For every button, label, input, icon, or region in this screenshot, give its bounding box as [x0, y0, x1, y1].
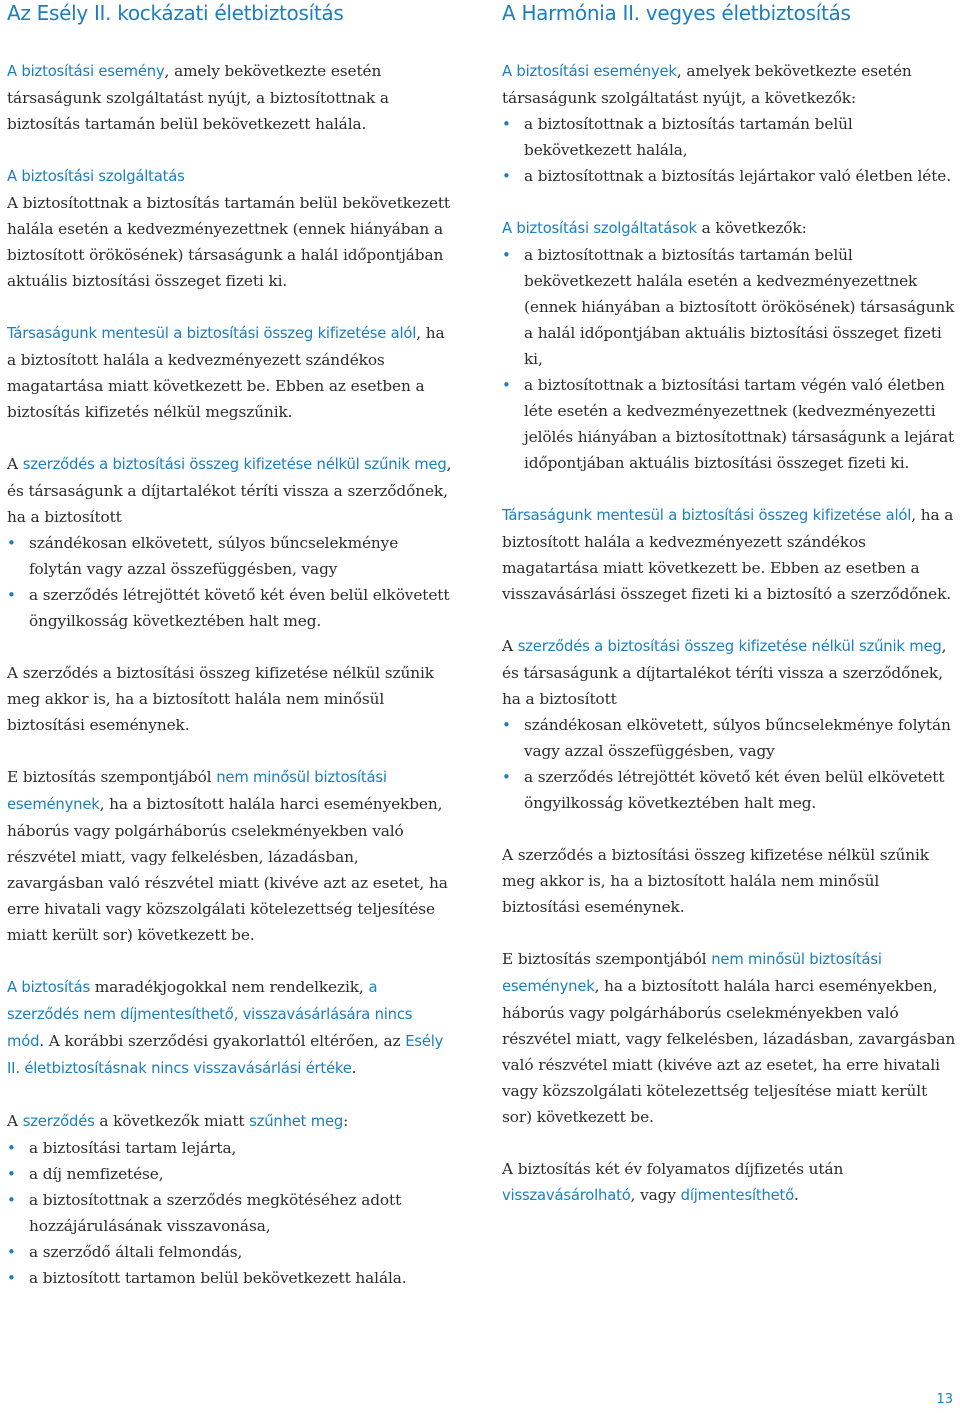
- list-item: • a biztosított tartamon belül bekövetkezett halála.: [7, 1265, 452, 1291]
- list-item: • a szerződés létrejöttét követő két éven belül elkövetett öngyilkosság következtében halt meg.: [502, 764, 957, 816]
- paragraph: A biztosítási esemény, amely bekövetkezte esetén társaságunk szolgáltatást nyújt, a biztosítottnak a biztosítás tartamán belül bekövetkezett halála.: [7, 62, 389, 133]
- list-item: • szándékosan elkövetett, súlyos bűncselekménye folytán vagy azzal összefüggésben, vagy: [7, 530, 452, 582]
- bullet-list: [7, 1135, 452, 1291]
- left-column: [7, 0, 452, 1317]
- bullet-list: [502, 712, 957, 816]
- list-item: • a biztosítási tartam lejárta,: [7, 1135, 452, 1161]
- bullet-list: [7, 530, 452, 634]
- list-item: • a biztosítottnak a biztosítás lejártakor való életben léte.: [502, 163, 957, 189]
- paragraph: Társaságunk mentesül a biztosítási összeg kifizetése alól, ha a biztosított halála a kedvezményezett szándékos magatartása miatt következett be. Ebben az esetben a visszavásárlási összeget fizeti ki a biztosító a szerződőnek.: [502, 506, 954, 603]
- paragraph: A biztosítás két év folyamatos díjfizetés után visszavásárolható, vagy díjmentesíthető.: [502, 1160, 844, 1204]
- list-item: • a biztosítottnak a biztosítási tartam végén való életben léte esetén a kedvezményezettnek (kedvezményezetti jelölés hiányában a biztosítottnak) társaságunk a lejárat időpontjában aktuális biztosítási összeget fizeti ki.: [502, 372, 957, 476]
- paragraph: A szerződés a következők miatt szűnhet meg:: [7, 1112, 349, 1130]
- list-item: • a szerződő általi felmondás,: [7, 1239, 452, 1265]
- right-column-title: A Harmónia II. vegyes életbiztosítás: [502, 1, 851, 25]
- list-item: • a biztosítottnak a biztosítás tartamán belül bekövetkezett halála,: [502, 111, 957, 163]
- list-item: • a szerződés létrejöttét követő két éven belül elkövetett öngyilkosság következtében halt meg.: [7, 582, 452, 634]
- paragraph: A szerződés a biztosítási összeg kifizetése nélkül szűnik meg, és társaságunk a díjtartalékot téríti vissza a szerződőnek, ha a biztosított: [7, 455, 452, 526]
- list-item: • szándékosan elkövetett, súlyos bűncselekménye folytán vagy azzal összefüggésben, vagy: [502, 712, 957, 764]
- paragraph: A szerződés a biztosítási összeg kifizetése nélkül szűnik meg, és társaságunk a díjtartalékot téríti vissza a szerződőnek, ha a biztosított: [502, 637, 947, 708]
- paragraph: A szerződés a biztosítási összeg kifizetése nélkül szűnik meg akkor is, ha a biztosított halála nem minősül biztosítási eseménynek.: [7, 664, 434, 734]
- paragraph: E biztosítás szempontjából nem minősül biztosítási eseménynek, ha a biztosított halála harci eseményekben, háborús vagy polgárháborús cselekményekben való részvétel miatt, vagy felkelésben, lázadásban, zavargásban való részvétel miatt (kivéve azt az esetet, ha erre hivatali vagy közszolgálati kötelezettség teljesítése miatt került sor) következett be.: [502, 950, 956, 1126]
- left-column-title: Az Esély II. kockázati életbiztosítás: [7, 1, 344, 25]
- paragraph: A biztosítási események, amelyek bekövetkezte esetén társaságunk szolgáltatást nyújt, a következők:: [502, 62, 912, 107]
- list-item: • a biztosítottnak a szerződés megkötéséhez adott hozzájárulásának visszavonása,: [7, 1187, 452, 1239]
- paragraph: A szerződés a biztosítási összeg kifizetése nélkül szűnik meg akkor is, ha a biztosított halála nem minősül biztosítási eseménynek.: [502, 846, 929, 916]
- bullet-list: [502, 242, 957, 476]
- paragraph: E biztosítás szempontjából nem minősül biztosítási eseménynek, ha a biztosított halála harci eseményekben, háborús vagy polgárháborús cselekményekben való részvétel miatt, vagy felkelésben, lázadásban, zavargásban való részvétel miatt (kivéve azt az esetet, ha erre hivatali vagy közszolgálati kötelezettség teljesítése miatt került sor) következett be.: [7, 768, 448, 944]
- paragraph: Társaságunk mentesül a biztosítási összeg kifizetése alól, ha a biztosított halála a kedvezményezett szándékos magatartása miatt következett be. Ebben az esetben a biztosítás kifizetés nélkül megszűnik.: [7, 324, 445, 421]
- paragraph: A biztosítási szolgáltatás A biztosítottnak a biztosítás tartamán belül bekövetkezett halála esetén a kedvezményezettnek (ennek hiányában a biztosított örökösének) társaságunk a halál időpontjában aktuális biztosítási összeget fizeti ki.: [7, 168, 450, 290]
- list-item: • a díj nemfizetése,: [7, 1161, 452, 1187]
- right-column: [502, 0, 957, 1235]
- list-item: • a biztosítottnak a biztosítás tartamán belül bekövetkezett halála esetén a kedvezményezettnek (ennek hiányában a biztosított örökösének) társaságunk a halál időpontjában aktuális biztosítási összeget fizeti ki,: [502, 242, 957, 372]
- paragraph: A biztosítási szolgáltatások a következők:: [502, 219, 807, 237]
- bullet-list: [502, 111, 957, 189]
- paragraph: A biztosítás maradékjogokkal nem rendelkezik, a szerződés nem díjmentesíthető, visszavásárlására nincs mód. A korábbi szerződési gyakorlattól eltérően, az Esély II. életbiztosításnak nincs visszavásárlási értéke.: [7, 978, 444, 1077]
- page-number: 13: [936, 1392, 953, 1407]
